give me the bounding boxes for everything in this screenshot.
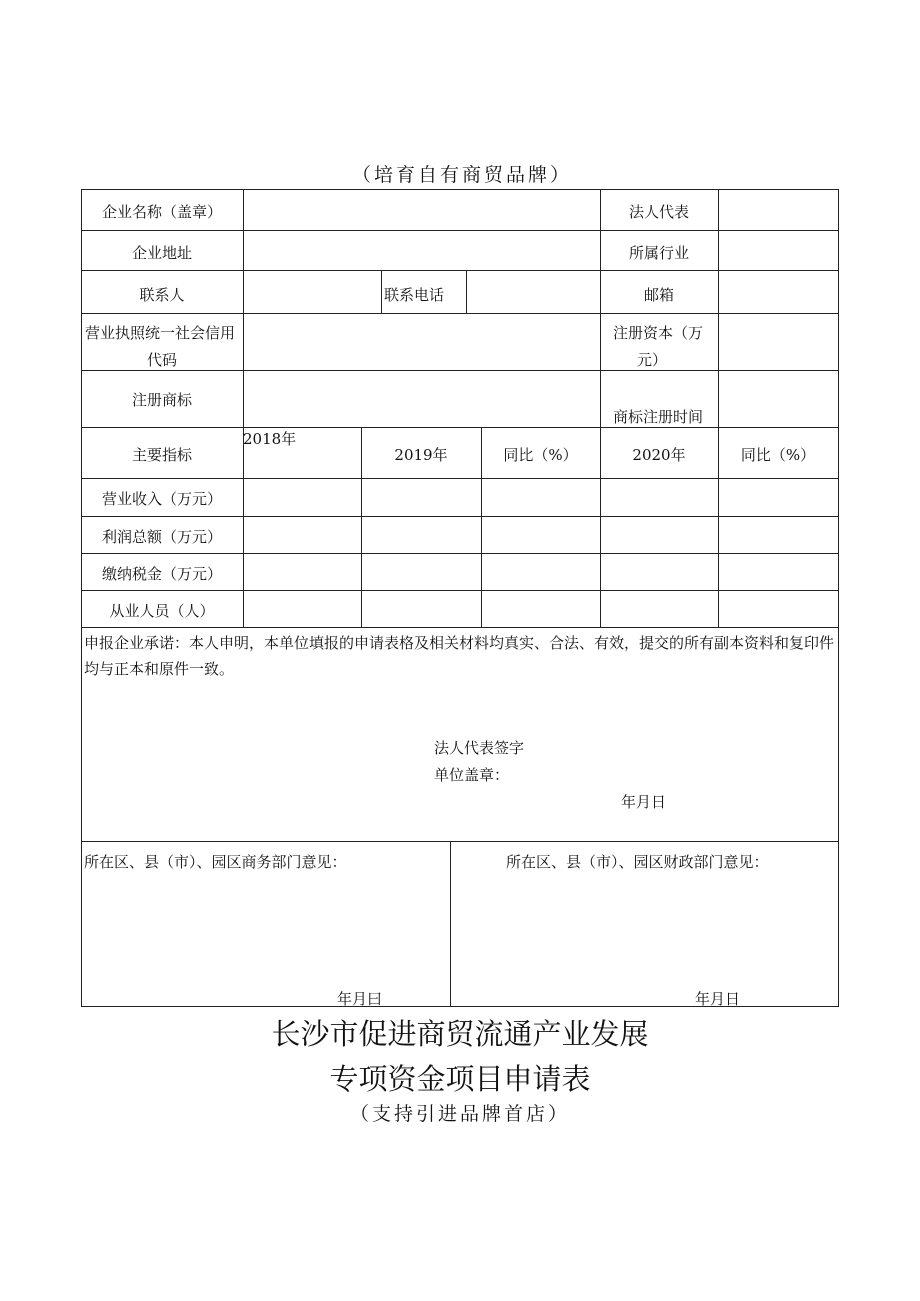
signature-label: 法人代表签字 [434,739,525,757]
address-field[interactable] [244,231,600,270]
credit-code-field[interactable] [244,314,600,370]
trademark-time-field[interactable] [719,371,838,427]
indicators-header-label: 主要指标 [131,446,192,464]
row-line [81,627,839,628]
document-title-line1: 长沙市促进商贸流通产业发展 [271,1017,649,1051]
row-line [81,553,839,554]
table-border-right [838,189,839,1007]
company-name-label: 企业名称（盖章） [101,203,222,221]
column-header-2020: 2020年 [632,446,686,464]
reg-capital-field[interactable] [719,314,838,370]
finance-opinion-field[interactable] [451,875,837,980]
finance-opinion-date: 年月日 [695,990,741,1008]
trademark-label: 注册商标 [131,391,192,409]
column-header-yoy-2020: 同比（%） [740,446,816,464]
row-line [81,478,839,479]
document-subtitle: （支持引进品牌首店） [349,1103,570,1125]
email-label: 邮箱 [643,286,674,304]
indicator-tax-label: 缴纳税金（万元） [101,565,222,583]
col-line [381,270,382,313]
address-label: 企业地址 [131,244,192,262]
commerce-opinion-field[interactable] [82,875,449,980]
indicator-profit-label: 利润总额（万元） [101,528,222,546]
phone-label: 联系电话 [384,286,445,304]
credit-code-label-line1: 营业执照统一社会信用 [85,324,236,342]
column-header-2018: 2018年 [243,430,297,448]
legal-rep-field[interactable] [719,190,838,230]
finance-opinion-label: 所在区、县（市）、园区财政部门意见： [506,853,769,871]
contact-field[interactable] [244,271,381,313]
column-header-2019: 2019年 [394,446,448,464]
row-line [81,841,839,842]
company-name-field[interactable] [244,190,600,230]
credit-code-label-line2: 代码 [146,351,177,369]
indicator-revenue-label: 营业收入（万元） [101,490,222,508]
commerce-opinion-label: 所在区、县（市）、园区商务部门意见： [84,853,347,871]
phone-field[interactable] [467,271,600,313]
commitment-statement: 申报企业承诺：本人申明，本单位填报的申请表格及相关材料均真实、合法、有效，提交的所有副本资料和复印件均与正本和原件一致。 [84,634,835,678]
row-line [81,516,839,517]
industry-label: 所属行业 [628,244,689,262]
contact-label: 联系人 [139,286,185,304]
document-title-line2: 专项资金项目申请表 [329,1062,591,1096]
indicator-employees-label: 从业人员（人） [109,602,215,620]
trademark-time-label: 商标注册时间 [613,408,704,426]
email-field[interactable] [719,271,838,313]
reg-capital-label-line1: 注册资本（万 [613,324,704,342]
form-subtitle: （培育自有商贸品牌） [352,164,573,186]
column-header-yoy-2019: 同比（%） [503,446,578,464]
row-line [81,427,839,428]
trademark-field[interactable] [244,371,600,427]
row-line [81,590,839,591]
reg-capital-label-line2: 元） [636,351,667,369]
legal-rep-label: 法人代表 [628,203,689,221]
industry-field[interactable] [719,231,838,270]
commerce-opinion-date: 年月曰 [337,990,383,1008]
seal-label: 单位盖章： [434,766,510,784]
commitment-date: 年月日 [621,793,667,811]
